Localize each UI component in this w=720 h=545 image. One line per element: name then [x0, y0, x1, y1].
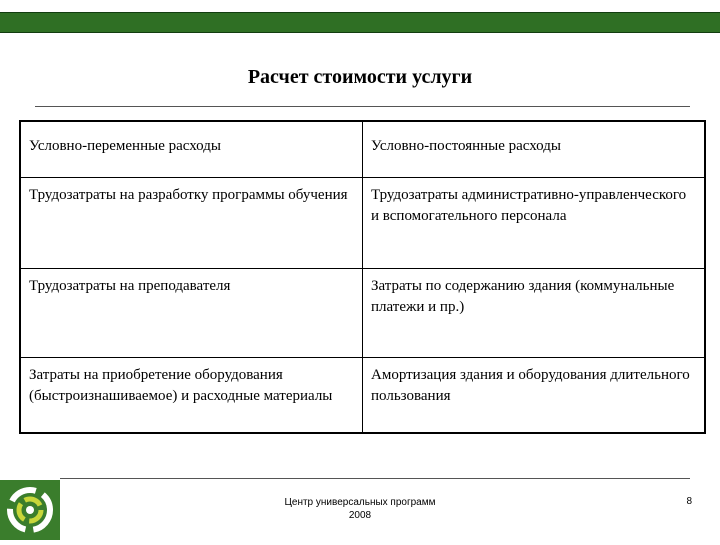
slide-title: Расчет стоимости услуги — [247, 66, 473, 88]
header-variable-costs: Условно-переменные расходы — [20, 121, 363, 178]
table-cell: Трудозатраты административно-управленческого и вспомогательного персонала — [363, 178, 706, 269]
table-cell: Амортизация здания и оборудования длительного пользования — [363, 358, 706, 434]
footer-org: Центр универсальных программ — [284, 497, 436, 508]
logo-swirl-icon — [0, 480, 60, 540]
footer-divider — [60, 478, 690, 479]
top-green-bar — [0, 12, 720, 33]
table-cell: Затраты по содержанию здания (коммунальные платежи и пр.) — [363, 269, 706, 358]
footer-text — [260, 496, 460, 522]
table-header-row — [20, 121, 705, 178]
page-number: 8 — [686, 496, 692, 507]
cost-table — [19, 120, 706, 434]
table-row — [20, 358, 705, 434]
table-cell: Трудозатраты на разработку программы обучения — [20, 178, 363, 269]
title-divider — [35, 106, 690, 107]
footer-year: 2008 — [348, 510, 372, 521]
table-row — [20, 178, 705, 269]
table-cell: Трудозатраты на преподавателя — [20, 269, 363, 358]
table-row — [20, 269, 705, 358]
organization-logo-icon — [0, 480, 60, 540]
header-fixed-costs: Условно-постоянные расходы — [363, 121, 706, 178]
table-cell: Затраты на приобретение оборудования (быстроизнашиваемое) и расходные материалы — [20, 358, 363, 434]
